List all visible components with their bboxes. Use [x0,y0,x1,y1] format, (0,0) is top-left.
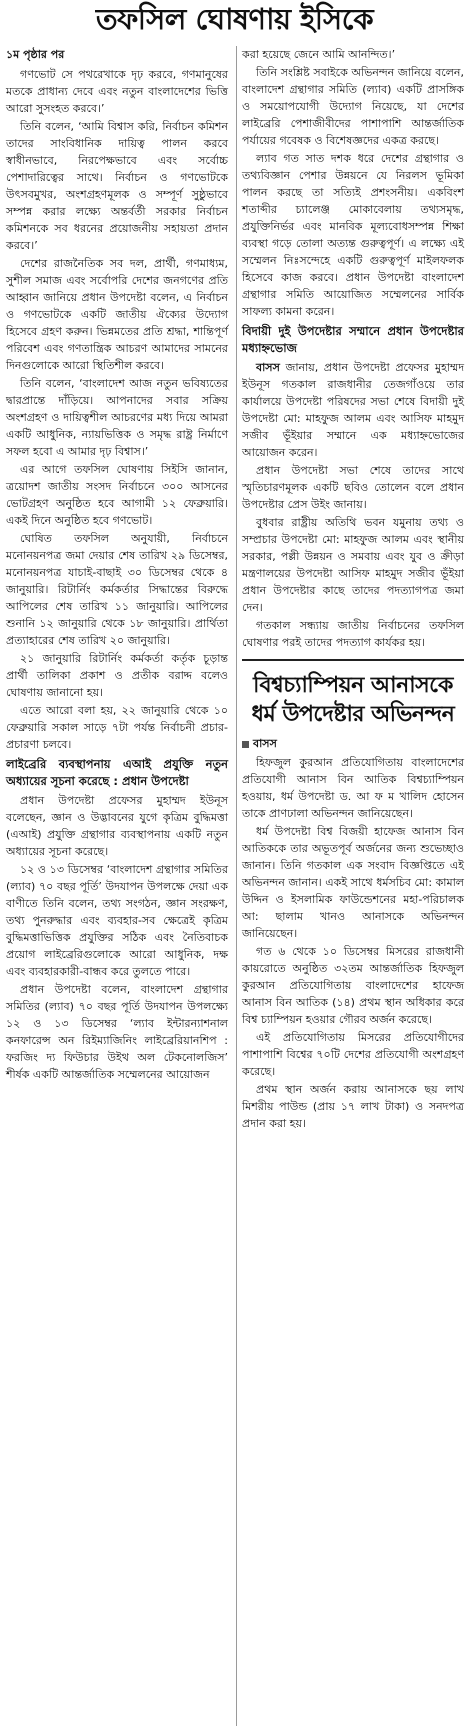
paragraph: গতকাল সন্ধ্যায় জাতীয় নির্বাচনের তফসিল ঘোষণার পরই তাদের পদত্যাগ কার্যকর হয়। [242,619,464,649]
secondary-headline: বিশ্বচ্যাম্পিয়ন আনাসকে ধর্ম উপদেষ্টার অভিনন্দন [251,673,455,727]
paragraph: হিফজুল কুরআন প্রতিযোগিতায় বাংলাদেশের প্রতিযোগী আনাস বিন আতিক বিশ্বচ্যাম্পিয়ন হওয়ায়, ধর্ম উপদেষ্টা ড. আ ফ ম খালিদ হোসেন তাকে প্রাণঢালা অভিনন্দন জানিয়েছেন। [242,756,464,820]
paragraph: তিনি বলেন, ‘বাংলাদেশ আজ নতুন ভবিষ্যতের দ্বারপ্রান্তে দাঁড়িয়ে। আপনাদের সবার সক্রিয় অংশগ্রহণ ও দায়িত্বশীল আচরণের মধ্য দিয়ে আমরা একটি আধুনিক, ন্যায়ভিত্তিক ও সমৃদ্ধ রাষ্ট্র নির্মাণে সফল হবো এ আমার দৃঢ় বিশ্বাস।’ [6,377,228,458]
paragraph: এর আগে তফসিল ঘোষণায় সিইসি জানান, ত্রয়োদশ জাতীয় সংসদ নির্বাচনে ৩০০ আসনের ভোটগ্রহণ অনুষ্ঠিত হবে আগামী ১২ ফেব্রুয়ারি। একই দিনে অনুষ্ঠিত হবে গণভোট। [6,463,228,527]
paragraph: করা হয়েছে জেনে আমি আনন্দিত।’ [242,48,396,61]
left-column [6,46,228,1084]
paragraph: এতে আরো বলা হয়, ২২ জানুয়ারি থেকে ১০ ফেব্রুয়ারি সকাল সাড়ে ৭টা পর্যন্ত নির্বাচনী প্রচার-প্রচারণা চলবে। [6,704,228,751]
byline [242,735,464,752]
paragraph: প্রথম স্থান অর্জন করায় আনাসকে ছয় লাখ মিশরীয় পাউন্ড (প্রায় ১৭ লাখ টাকা) ও সনদপত্র প্রদান করা হয়। [242,1083,464,1130]
section-rule [242,659,464,661]
continued-label: ১ম পৃষ্ঠার পর [6,48,65,61]
paragraph: ঘোষিত তফসিল অনুযায়ী, নির্বাচনে মনোনয়নপত্র জমা দেয়ার শেষ তারিখ ২৯ ডিসেম্বর, মনোনয়নপত্র যাচাই-বাছাই ৩০ ডিসেম্বর থেকে ৪ জানুয়ারি। রিটার্নিং কর্মকর্তার সিদ্ধান্তের বিরুদ্ধে আপিলের শেষ তারিখ ১১ জানুয়ারি। আপিলের শুনানি ১২ জানুয়ারি থেকে ১৮ জানুয়ারি। প্রার্থিতা প্রত্যাহারের শেষ তারিখ ২০ জানুয়ারি। [6,532,228,647]
square-bullet-icon [242,741,249,748]
byline-text: বাসস [253,737,277,750]
paragraph: গত ৬ থেকে ১০ ডিসেম্বর মিসরের রাজধানী কায়রোতে অনুষ্ঠিত ৩২তম আন্তর্জাতিক হিফজুল কুরআন প্রতিযোগিতায় বাংলাদেশের হাফেজ আনাস বিন আতিক (১৪) প্রথম স্থান অধিকার করে বিশ্ব চ্যাম্পিয়ন হওয়ার গৌরব অর্জন করেছে। [242,945,464,1026]
paragraph: তিনি সংশ্লিষ্ট সবাইকে অভিনন্দন জানিয়ে বলেন, বাংলাদেশ গ্রন্থাগার সমিতি (ল্যাব) একটি প্রাসঙ্গিক ও সময়োপযোগী উদ্যোগ নিয়েছে, যা দেশের লাইব্রেরি পেশাজীবীদের পাশাপাশি আন্তর্জাতিক পর্যায়ের গবেষক ও বিশেষজ্ঞদের একত্র করছে। [242,66,464,147]
paragraph [242,359,464,461]
paragraph: এই প্রতিযোগিতায় মিসরের প্রতিযোগীদের পাশাপাশি বিশ্বের ৭০টি দেশের প্রতিযোগী অংশগ্রহণ করেছে। [242,1031,464,1078]
paragraph: তিনি বলেন, ‘আমি বিশ্বাস করি, নির্বাচন কমিশন তাদের সাংবিধানিক দায়িত্ব পালন করবে স্বাধীনভাবে, নিরপেক্ষভাবে এবং সর্বোচ্চ পেশাদারিত্বের সাথে। নির্বাচন ও গণভোটকে উৎসবমুখর, অংশগ্রহণমূলক ও সম্পূর্ণ সুষ্ঠুভাবে সম্পন্ন করার লক্ষ্যে অন্তর্বর্তী সরকার নির্বাচন কমিশনকে সব ধরনের প্রয়োজনীয় সহায়তা প্রদান করবে।’ [6,120,228,252]
paragraph: প্রধান উপদেষ্টা প্রফেসর মুহাম্মদ ইউনূস বলেছেন, জ্ঞান ও উদ্ভাবনের যুগে কৃত্রিম বুদ্ধিমত্তা (এআই) প্রযুক্তি গ্রন্থাগার ব্যবস্থাপনায় একটি নতুন অধ্যায়ের সূচনা করেছে। [6,794,228,858]
paragraph-text: জানায়, প্রধান উপদেষ্টা প্রফেসর মুহাম্মদ ইউনূস গতকাল রাজধানীর তেজগাঁওয়ে তার কার্যালয়ে উপদেষ্টা পরিষদের সভা শেষে বিদায়ী দুই উপদেষ্টা মো: মাহফুজ আলম এবং আসিফ মাহমুদ সজীব ভূঁইয়ার সম্মানে এক মধ্যাহ্নভোজের আয়োজন করেন। [242,361,464,459]
right-column [242,46,464,1133]
paragraph: গণভোট সে পথরেখাকে দৃঢ় করবে, গণমানুষের মতকে প্রাধান্য দেবে এবং নতুন বাংলাদেশের ভিত্তি আরো সুসংহত করবে।’ [6,68,228,115]
paragraph: প্রধান উপদেষ্টা সভা শেষে তাদের সাথে স্মৃতিচারণমূলক একটি ছবিও তোলেন বলে প্রধান উপদেষ্টার প্রেস উইং জানায়। [242,464,464,511]
paragraph: প্রধান উপদেষ্টা বলেন, বাংলাদেশ গ্রন্থাগার সমিতির (ল্যাব) ৭০ বছর পূর্তি উদযাপন উপলক্ষ্যে ১২ ও ১৩ ডিসেম্বর ‘ল্যাব ইন্টারন্যাশনাল কনফারেন্স অন রিইম্যাজিনিং লাইব্রেরিয়ানশিপ : ফরজিং দ্য ফিউচার উইথ অল টেকনোলজিস’ শীর্ষক একটি আন্তর্জাতিক সম্মেলনের আয়োজন [6,983,228,1081]
subheading-ai-library: লাইব্রেরি ব্যবস্থাপনায় এআই প্রযুক্তি নতুন অধ্যায়ের সূচনা করেছে : প্রধান উপদেষ্টা [6,757,228,788]
paragraph: ধর্ম উপদেষ্টা বিশ্ব বিজয়ী হাফেজ আনাস বিন আতিককে তার অভূতপূর্ব অর্জনের জন্য শুভেচ্ছাও জানান। তিনি গতকাল এক সংবাদ বিজ্ঞপ্তিতে এই অভিনন্দন জানান। একই সাথে ধর্মসচিব মো: কামাল উদ্দিন ও ইসলামিক ফাউন্ডেশনের মহা-পরিচালক আ: ছালাম খানও আনাসকে অভিনন্দন জানিয়েছেন। [242,825,464,940]
paragraph: ২১ জানুয়ারি রিটার্নিং কর্মকর্তা কর্তৃক চূড়ান্ত প্রার্থী তালিকা প্রকাশ ও প্রতীক বরাদ্দ বলেও ঘোষণায় জানানো হয়। [6,652,228,699]
source-lead: বাসস [256,361,280,374]
paragraph: ল্যাব গত সাত দশক ধরে দেশের গ্রন্থাগার ও তথ্যবিজ্ঞান পেশার উন্নয়নে যে নিরলস ভূমিকা পালন করছে তা সত্যিই প্রশংসনীয়। একবিংশ শতাব্দীর চ্যালেঞ্জ মোকাবেলায় তথ্যসমৃদ্ধ, প্রযুক্তিনির্ভর এবং মানবিক মূল্যবোধসম্পন্ন শিক্ষা ব্যবস্থা গড়ে তোলা অত্যন্ত গুরুত্বপূর্ণ। এ লক্ষ্যে এই সম্মেলন নিঃসন্দেহে একটি গুরুত্বপূর্ণ মাইলফলক হিসেবে কাজ করবে। প্রধান উপদেষ্টা বাংলাদেশ গ্রন্থাগার সমিতি আয়োজিত সম্মেলনের সার্বিক সাফল্য কামনা করেন। [242,152,464,318]
paragraph: দেশের রাজনৈতিক সব দল, প্রার্থী, গণমাধ্যম, সুশীল সমাজ এবং সর্বোপরি দেশের জনগণের প্রতি আহ্বান জানিয়ে প্রধান উপদেষ্টা বলেন, এ নির্বাচন ও গণভোটকে একটি জাতীয় ঐক্যের উদ্যোগ হিসেবে গ্রহণ করুন। ভিন্নমতের প্রতি শ্রদ্ধা, শান্তিপূর্ণ পরিবেশ এবং গণতান্ত্রিক আচরণ আমাদের সামনের দিনগুলোকে আরো স্থিতিশীল করবে। [6,257,228,372]
paragraph: বুধবার রাষ্ট্রীয় অতিথি ভবন যমুনায় তথ্য ও সম্প্রচার উপদেষ্টা মো: মাহফুজ আলম এবং স্থানীয় সরকার, পল্লী উন্নয়ন ও সমবায় এবং যুব ও ক্রীড়া মন্ত্রণালয়ের উপদেষ্টা আসিফ মাহমুদ সজীব ভূঁইয়া প্রধান উপদেষ্টার কাছে তাদের পদত্যাগপত্র জমা দেন। [242,516,464,614]
main-headline: তফসিল ঘোষণায় ইসিকে [95,1,374,36]
paragraph: ১২ ও ১৩ ডিসেম্বর ‘বাংলাদেশ গ্রন্থাগার সমিতির (ল্যাব) ৭০ বছর পূর্তি’ উদযাপন উপলক্ষে দেয়া এক বাণীতে তিনি বলেন, তথ্য সংগঠন, জ্ঞান সংরক্ষণ, তথ্য পুনরুদ্ধার এবং ব্যবহার-সব ক্ষেত্রেই কৃত্রিম বুদ্ধিমত্তাভিত্তিক প্রযুক্তির সঠিক এবং নৈতিবাচক প্রয়োগ লাইব্রেরিগুলোকে আরো আধুনিক, দক্ষ এবং ব্যবহারকারী-বান্ধব করে তুলতে পারে। [6,863,228,978]
column-divider [236,46,237,1726]
subheading-farewell-lunch: বিদায়ী দুই উপদেষ্টার সম্মানে প্রধান উপদেষ্টার মধ্যাহ্নভোজ [242,324,464,355]
